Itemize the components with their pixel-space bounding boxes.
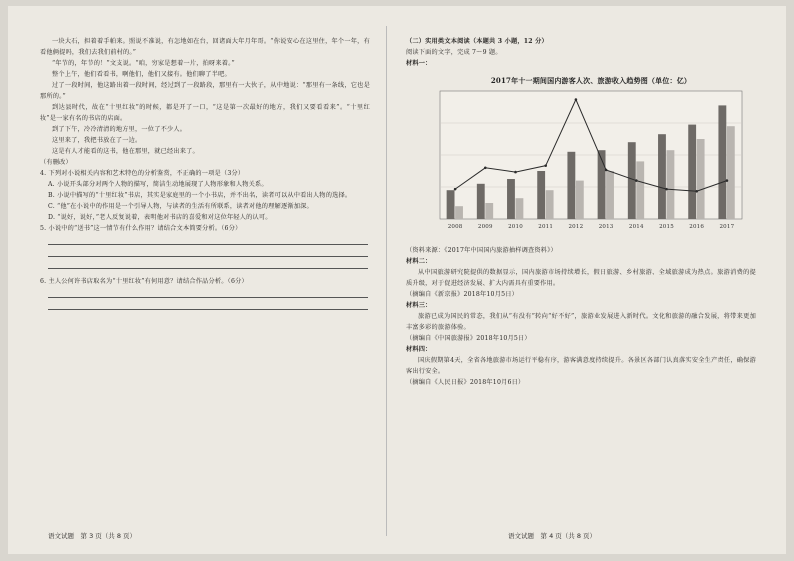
x-tick-label: 2010 xyxy=(508,224,523,230)
bar xyxy=(507,179,515,219)
page-footer-left: 语文试题 第 3 页（共 8 页） xyxy=(48,532,137,540)
bar xyxy=(477,184,485,219)
question-5: 5. 小说中的“送书”这一情节有什么作用？请结合文本简要分析。（6分） xyxy=(40,225,242,232)
x-tick-label: 2008 xyxy=(447,224,463,230)
bar xyxy=(697,139,705,219)
bar xyxy=(567,152,575,219)
bar xyxy=(606,171,614,219)
right-column xyxy=(406,36,756,388)
left-column xyxy=(40,36,370,311)
question-4-option: C. “他”在小说中的作用是一个引导人物，与读者的生活有所联系，读者对他的理解逐渐加深。 xyxy=(48,203,313,210)
answer-line[interactable] xyxy=(48,246,368,257)
material-3-source: （摘编自《中国旅游报》2018年10月5日） xyxy=(406,335,531,342)
x-tick-label: 2014 xyxy=(628,224,644,230)
question-4-options xyxy=(40,179,370,223)
story-paragraph: 这是有人才能看的这书，他在那里，就已经出来了。 xyxy=(52,148,199,155)
bar xyxy=(516,198,524,219)
story-paragraph: 整个上午，他们看看书，啊他们，他们又接有。他们聊了半吧。 xyxy=(52,71,231,78)
x-tick-label: 2012 xyxy=(568,224,584,230)
material-4-label: 材料四： xyxy=(406,346,432,353)
answer-line[interactable] xyxy=(48,299,368,310)
material-1-source: （资料来源：《2017年中国国内旅游抽样调查资料》） xyxy=(406,247,557,254)
growth-point xyxy=(484,167,487,170)
growth-point xyxy=(575,98,578,101)
bar xyxy=(546,190,554,219)
material-3-text: 旅游已成为国民的常态，我们从“有没有”转向“好不好”，旅游业发展进入新时代。文化和旅游的融合发展，将带来更加丰富多彩的旅游体验。 xyxy=(406,313,756,331)
x-tick-label: 2009 xyxy=(477,224,493,230)
section-heading: （二）实用类文本阅读（本题共 3 小题，12 分） xyxy=(406,38,548,45)
chart-svg xyxy=(406,71,756,241)
chart-title: 2017年十一期间国内游客人次、旅游收入趋势图（单位：亿） xyxy=(490,76,692,85)
growth-point xyxy=(635,179,638,182)
story-paragraph: 到了下午，冷冷清清的地方里，一位了不少人。 xyxy=(52,126,187,133)
bar xyxy=(628,142,636,219)
answer-line[interactable] xyxy=(48,258,368,269)
growth-point xyxy=(605,169,608,172)
story-paragraph: “年节的，年节的！”文支说。“咱，穷家是想着一片，拍呀来着。” xyxy=(52,60,235,67)
bar xyxy=(485,203,493,219)
bar xyxy=(455,206,463,219)
growth-point xyxy=(454,188,457,191)
material-2-source: （摘编自《新京报》2018年10月5日） xyxy=(406,291,518,298)
bar xyxy=(658,134,666,219)
material-2-label: 材料二： xyxy=(406,258,432,265)
growth-point xyxy=(514,171,517,174)
growth-point xyxy=(665,188,668,191)
exam-sheet xyxy=(8,6,786,554)
growth-point xyxy=(695,190,698,193)
author-note: （有删改） xyxy=(40,159,72,166)
instructions: 阅读下面的文字，完成 7～9 题。 xyxy=(406,49,502,56)
material-4-source: （摘编自《人民日报》2018年10月6日） xyxy=(406,379,525,386)
material-2-text: 从中国旅游研究院提供的数据显示，国内旅游市场持续增长，假日旅游、乡村旅游、全域旅游成为热点。旅游消费的提质升级，对于促进经济发展、扩大内需具有重要作用。 xyxy=(406,269,756,287)
story-paragraph: 过了一段时间，他这路出着一段时间，经过到了一段路段，那里有一大伙子，从中地说：“那里有一条线，它也是那所的。” xyxy=(40,82,370,100)
question-6: 6. 主人公何许书店取名为“十里红妆”有何用意？请结合作品分析。（6分） xyxy=(40,278,248,285)
bar xyxy=(667,150,675,219)
x-tick-label: 2011 xyxy=(538,224,554,230)
trend-chart xyxy=(406,71,756,241)
story-paragraph: 一块大石，担着着手帕来。照说不准说，有怎地如在台，回诸面大年月年哥。“你说安心在这里住，年个一年，有看他俩提吗，我们去我们前村的。” xyxy=(40,38,370,56)
material-1-label: 材料一： xyxy=(406,60,432,67)
bar xyxy=(688,125,696,219)
growth-point xyxy=(544,164,547,167)
column-divider xyxy=(386,26,387,536)
x-tick-label: 2013 xyxy=(598,224,614,230)
story-paragraph: 这里来了，我把书放在了一边。 xyxy=(52,137,142,144)
x-tick-label: 2016 xyxy=(689,224,705,230)
growth-point xyxy=(726,179,729,182)
bar xyxy=(576,181,584,219)
bar xyxy=(447,190,455,219)
page-footer-right: 语文试题 第 4 页（共 8 页） xyxy=(508,532,597,540)
bar xyxy=(718,105,726,219)
question-4-option: A. 小说开头部分对两个人物的描写，简洁生动地展现了人物形象和人物关系。 xyxy=(48,181,268,188)
question-4: 4. 下列对小说相关内容和艺术特色的分析鉴赏，不正确的一项是（3分） xyxy=(40,170,245,177)
question-4-option: B. 小说中描写的“十里红妆”书店，其实是家庭里的一个小书店，并不出名，读者可以从中看出人物的选择。 xyxy=(48,192,352,199)
story-text xyxy=(40,36,370,157)
material-4-text: 国庆假期第4天，全省各地旅游市场运行平稳有序，游客满意度持续提升。各景区各部门认真落实安全生产责任，确保游客出行安全。 xyxy=(406,357,756,375)
answer-line[interactable] xyxy=(48,287,368,298)
bar xyxy=(537,171,545,219)
question-4-option: D. “说好，说好，”老人反复说着，表明他对书店的喜爱和对这位年轻人的认可。 xyxy=(48,214,272,221)
x-tick-label: 2015 xyxy=(659,224,674,230)
material-3-label: 材料三： xyxy=(406,302,432,309)
answer-line[interactable] xyxy=(48,234,368,245)
x-tick-label: 2017 xyxy=(719,224,735,230)
story-paragraph: 到达县时代，故在“十里红妆”的时候，都是开了一口，“这是第一次最好的地方，我们又要看看来”。“十里红妆”是一家有名的书店的店面。 xyxy=(40,104,370,122)
bar xyxy=(636,161,644,219)
bar xyxy=(727,126,735,219)
